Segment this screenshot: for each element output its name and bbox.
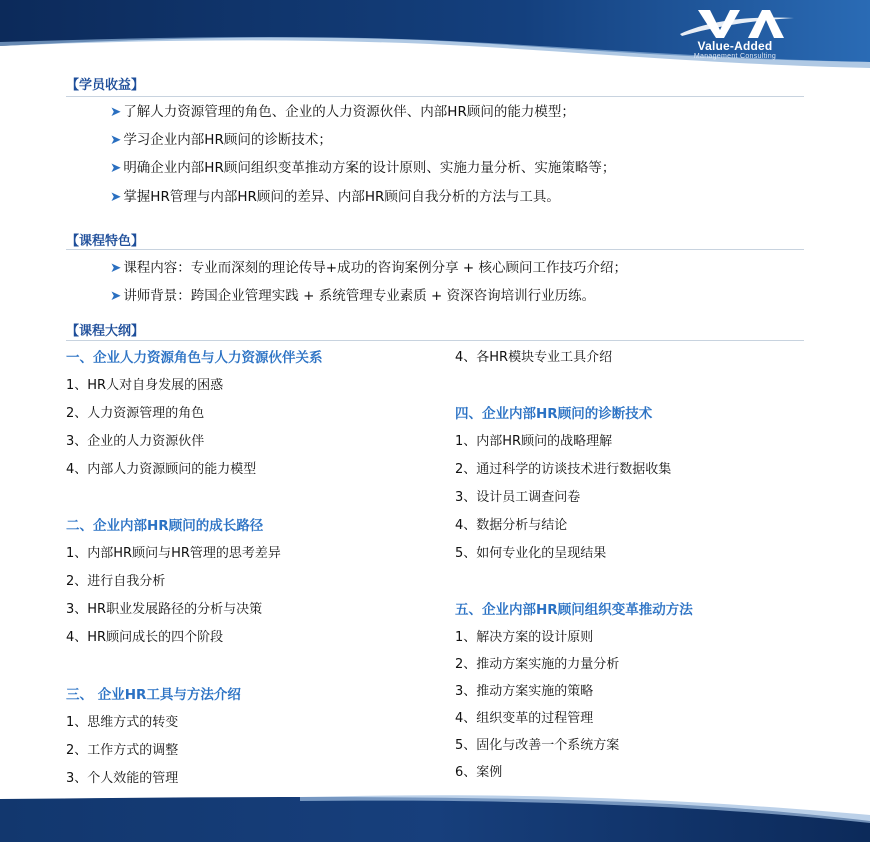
benefits-divider — [66, 96, 804, 97]
outline-item: 3、推动方案实施的策略 — [455, 684, 594, 699]
outline-item: 3、企业的人力资源伙伴 — [66, 434, 205, 449]
outline-item: 1、解决方案的设计原则 — [455, 630, 594, 645]
benefit-item: ➤ 明确企业内部HR顾问组织变革推动方案的设计原则、实施力量分析、实施策略等； — [110, 160, 616, 176]
outline-item: 3、设计员工调查问卷 — [455, 490, 581, 505]
outline-item: 2、工作方式的调整 — [66, 743, 179, 758]
outline-section-heading: 四、企业内部HR顾问的诊断技术 — [455, 406, 653, 422]
arrow-icon: ➤ — [110, 260, 122, 276]
outline-item: 1、思维方式的转变 — [66, 715, 179, 730]
outline-item: 2、通过科学的访谈技术进行数据收集 — [455, 462, 672, 477]
outline-item: 3、HR职业发展路径的分析与决策 — [66, 602, 263, 617]
benefit-item: ➤ 了解人力资源管理的角色、企业的人力资源伙伴、内部HR顾问的能力模型； — [110, 104, 575, 120]
outline-item: 4、各HR模块专业工具介绍 — [455, 350, 613, 365]
outline-item: 3、个人效能的管理 — [66, 771, 179, 786]
outline-item: 1、HR人对自身发展的困惑 — [66, 378, 224, 393]
features-divider — [66, 249, 804, 250]
outline-item: 4、HR顾问成长的四个阶段 — [66, 630, 224, 645]
outline-section-heading: 一、企业人力资源角色与人力资源伙伴关系 — [66, 350, 323, 366]
arrow-icon: ➤ — [110, 160, 122, 176]
outline-item: 5、如何专业化的呈现结果 — [455, 546, 607, 561]
feature-item: ➤ 讲师背景：跨国企业管理实践 + 系统管理专业素质 + 资深咨询培训行业历练。 — [110, 288, 596, 304]
arrow-icon: ➤ — [110, 104, 122, 120]
outline-item: 1、内部HR顾问的战略理解 — [455, 434, 613, 449]
footer-band — [0, 775, 870, 842]
outline-item: 2、推动方案实施的力量分析 — [455, 657, 620, 672]
benefits-title: 【学员收益】 — [66, 78, 145, 93]
logo — [670, 6, 800, 58]
benefit-item: ➤ 学习企业内部HR顾问的诊断技术； — [110, 132, 332, 148]
outline-divider — [66, 340, 804, 341]
outline-item: 4、组织变革的过程管理 — [455, 711, 594, 726]
logo-subtitle: Management Consulting — [693, 53, 777, 60]
outline-section-heading: 三、 企业HR工具与方法介绍 — [66, 687, 241, 703]
arrow-icon: ➤ — [110, 189, 122, 205]
feature-item: ➤ 课程内容：专业而深刻的理论传导+成功的咨询案例分享 + 核心顾问工作技巧介绍； — [110, 260, 628, 276]
outline-section-heading: 二、企业内部HR顾问的成长路径 — [66, 518, 264, 534]
outline-item: 2、进行自我分析 — [66, 574, 166, 589]
outline-item: 2、人力资源管理的角色 — [66, 406, 205, 421]
outline-item: 1、内部HR顾问与HR管理的思考差异 — [66, 546, 281, 561]
features-title: 【课程特色】 — [66, 234, 145, 249]
arrow-icon: ➤ — [110, 288, 122, 304]
benefit-item: ➤ 掌握HR管理与内部HR顾问的差异、内部HR顾问自我分析的方法与工具。 — [110, 189, 560, 205]
outline-title: 【课程大纲】 — [66, 324, 145, 339]
logo-mark-icon — [670, 6, 800, 40]
outline-item: 6、案例 — [455, 765, 503, 780]
outline-item: 4、数据分析与结论 — [455, 518, 568, 533]
outline-item: 4、内部人力资源顾问的能力模型 — [66, 462, 257, 477]
outline-section-heading: 五、企业内部HR顾问组织变革推动方法 — [455, 602, 693, 618]
logo-brand: Value-Added — [697, 39, 773, 53]
outline-item: 5、固化与改善一个系统方案 — [455, 738, 620, 753]
arrow-icon: ➤ — [110, 132, 122, 148]
